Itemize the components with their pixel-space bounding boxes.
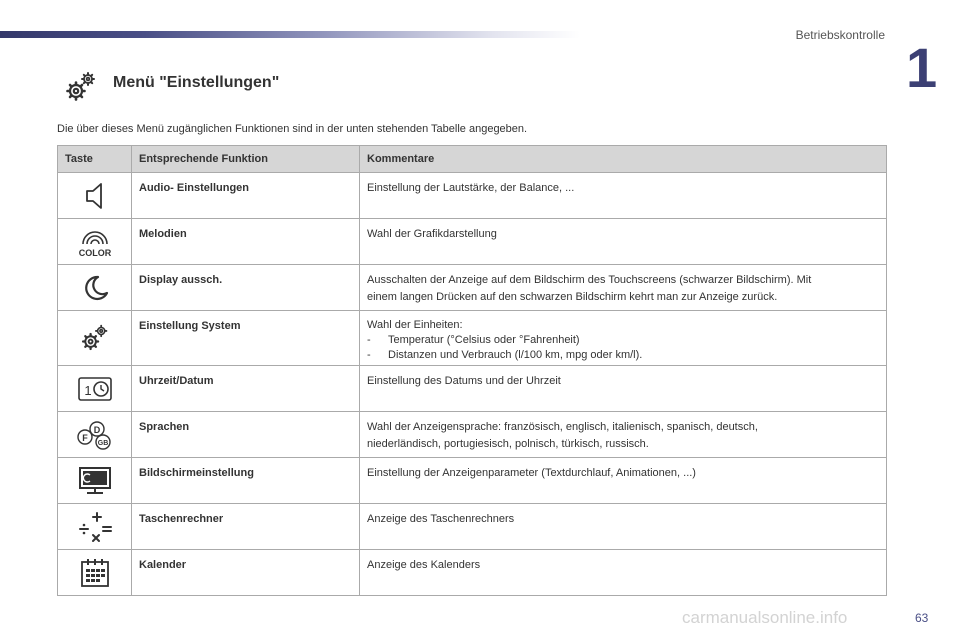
page-title: Menü "Einstellungen"	[113, 74, 280, 91]
function-cell: Display aussch.	[132, 265, 360, 311]
calendar-icon	[79, 557, 111, 589]
color-label: COLOR	[78, 247, 111, 258]
speaker-icon	[83, 181, 107, 211]
function-cell: Sprachen	[132, 412, 360, 458]
table-row	[58, 504, 887, 550]
key-cell	[58, 366, 132, 412]
comment-line: Anzeige des Kalenders	[367, 559, 481, 571]
settings-gears-icon	[64, 70, 98, 104]
function-cell: Kalender	[132, 550, 360, 596]
language-label-gb: GB	[97, 439, 108, 447]
comment-line: Einstellung des Datums und der Uhrzeit	[367, 375, 561, 387]
color-palette-icon	[75, 226, 115, 258]
key-cell	[58, 412, 132, 458]
comment-line: Wahl der Grafikdarstellung	[367, 228, 497, 240]
comment-cell	[360, 265, 887, 311]
page-number: 63	[915, 611, 929, 625]
language-label-f: F	[81, 432, 88, 443]
column-header-comments: Kommentare	[360, 146, 887, 173]
comment-line: Wahl der Einheiten:	[367, 319, 463, 331]
comment-cell	[360, 173, 887, 219]
language-label-d: D	[93, 424, 100, 435]
settings-table	[57, 145, 887, 596]
watermark: carmanualsonline.info	[682, 608, 848, 627]
table-row	[58, 412, 887, 458]
key-cell	[58, 504, 132, 550]
key-cell	[58, 173, 132, 219]
table-row	[58, 550, 887, 596]
comment-line: Distanzen und Verbrauch (l/100 km, mpg oder km/l).	[388, 349, 643, 361]
comment-line: niederländisch, portugiesisch, polnisch, türkisch, russisch.	[367, 438, 649, 450]
comment-line: einem langen Drücken auf den schwarzen Bildschirm kehrt man zur Anzeige zurück.	[367, 291, 778, 303]
function-cell: Einstellung System	[132, 311, 360, 366]
table-row	[58, 173, 887, 219]
moon-icon	[80, 273, 110, 303]
comment-cell	[360, 412, 887, 458]
comment-cell	[360, 550, 887, 596]
calculator-icon	[75, 511, 115, 543]
table-row	[58, 265, 887, 311]
comment-cell	[360, 366, 887, 412]
comment-line: Wahl der Anzeigensprache: französisch, englisch, italienisch, spanisch, deutsch,	[367, 421, 758, 433]
chapter-number: 1	[906, 36, 938, 99]
comment-line: Temperatur (°Celsius oder °Fahrenheit)	[388, 334, 580, 346]
comment-line: Ausschalten der Anzeige auf dem Bildschirm des Touchscreens (schwarzer Bildschirm). Mit	[367, 274, 812, 286]
key-cell	[58, 265, 132, 311]
key-cell	[58, 311, 132, 366]
comment-line: Einstellung der Anzeigenparameter (Textdurchlauf, Animationen, ...)	[367, 467, 696, 479]
table-header-row	[58, 146, 887, 173]
gears-icon	[80, 323, 110, 353]
comment-cell: Wahl der Einheiten: - Temperatur (°Celsius oder °Fahrenheit) - Distanzen und Verbrauch (l/100 km, mpg oder km/l).	[360, 311, 887, 366]
date-time-label: 1	[83, 382, 92, 398]
comment-cell	[360, 458, 887, 504]
table-row	[58, 458, 887, 504]
function-cell: Melodien	[132, 219, 360, 265]
date-time-icon	[77, 375, 113, 403]
comment-line: Anzeige des Taschenrechners	[367, 513, 515, 525]
column-header-key: Taste	[58, 146, 132, 173]
comment-cell	[360, 219, 887, 265]
column-header-function: Entsprechende Funktion	[132, 146, 360, 173]
key-cell	[58, 458, 132, 504]
languages-icon	[75, 419, 115, 451]
comment-line: Einstellung der Lautstärke, der Balance, ...	[367, 182, 575, 194]
function-cell: Audio- Einstellungen	[132, 173, 360, 219]
monitor-icon	[78, 466, 112, 496]
table-row	[58, 311, 887, 366]
key-cell	[58, 219, 132, 265]
function-cell: Uhrzeit/Datum	[132, 366, 360, 412]
header-bar	[0, 31, 580, 38]
function-cell: Taschenrechner	[132, 504, 360, 550]
function-cell: Bildschirmeinstellung	[132, 458, 360, 504]
comment-cell	[360, 504, 887, 550]
section-name: Betriebskontrolle	[795, 28, 885, 42]
table-row	[58, 366, 887, 412]
intro-text: Die über dieses Menü zugänglichen Funktionen sind in der unten stehenden Tabelle angegeben.	[57, 123, 528, 135]
key-cell	[58, 550, 132, 596]
table-row	[58, 219, 887, 265]
